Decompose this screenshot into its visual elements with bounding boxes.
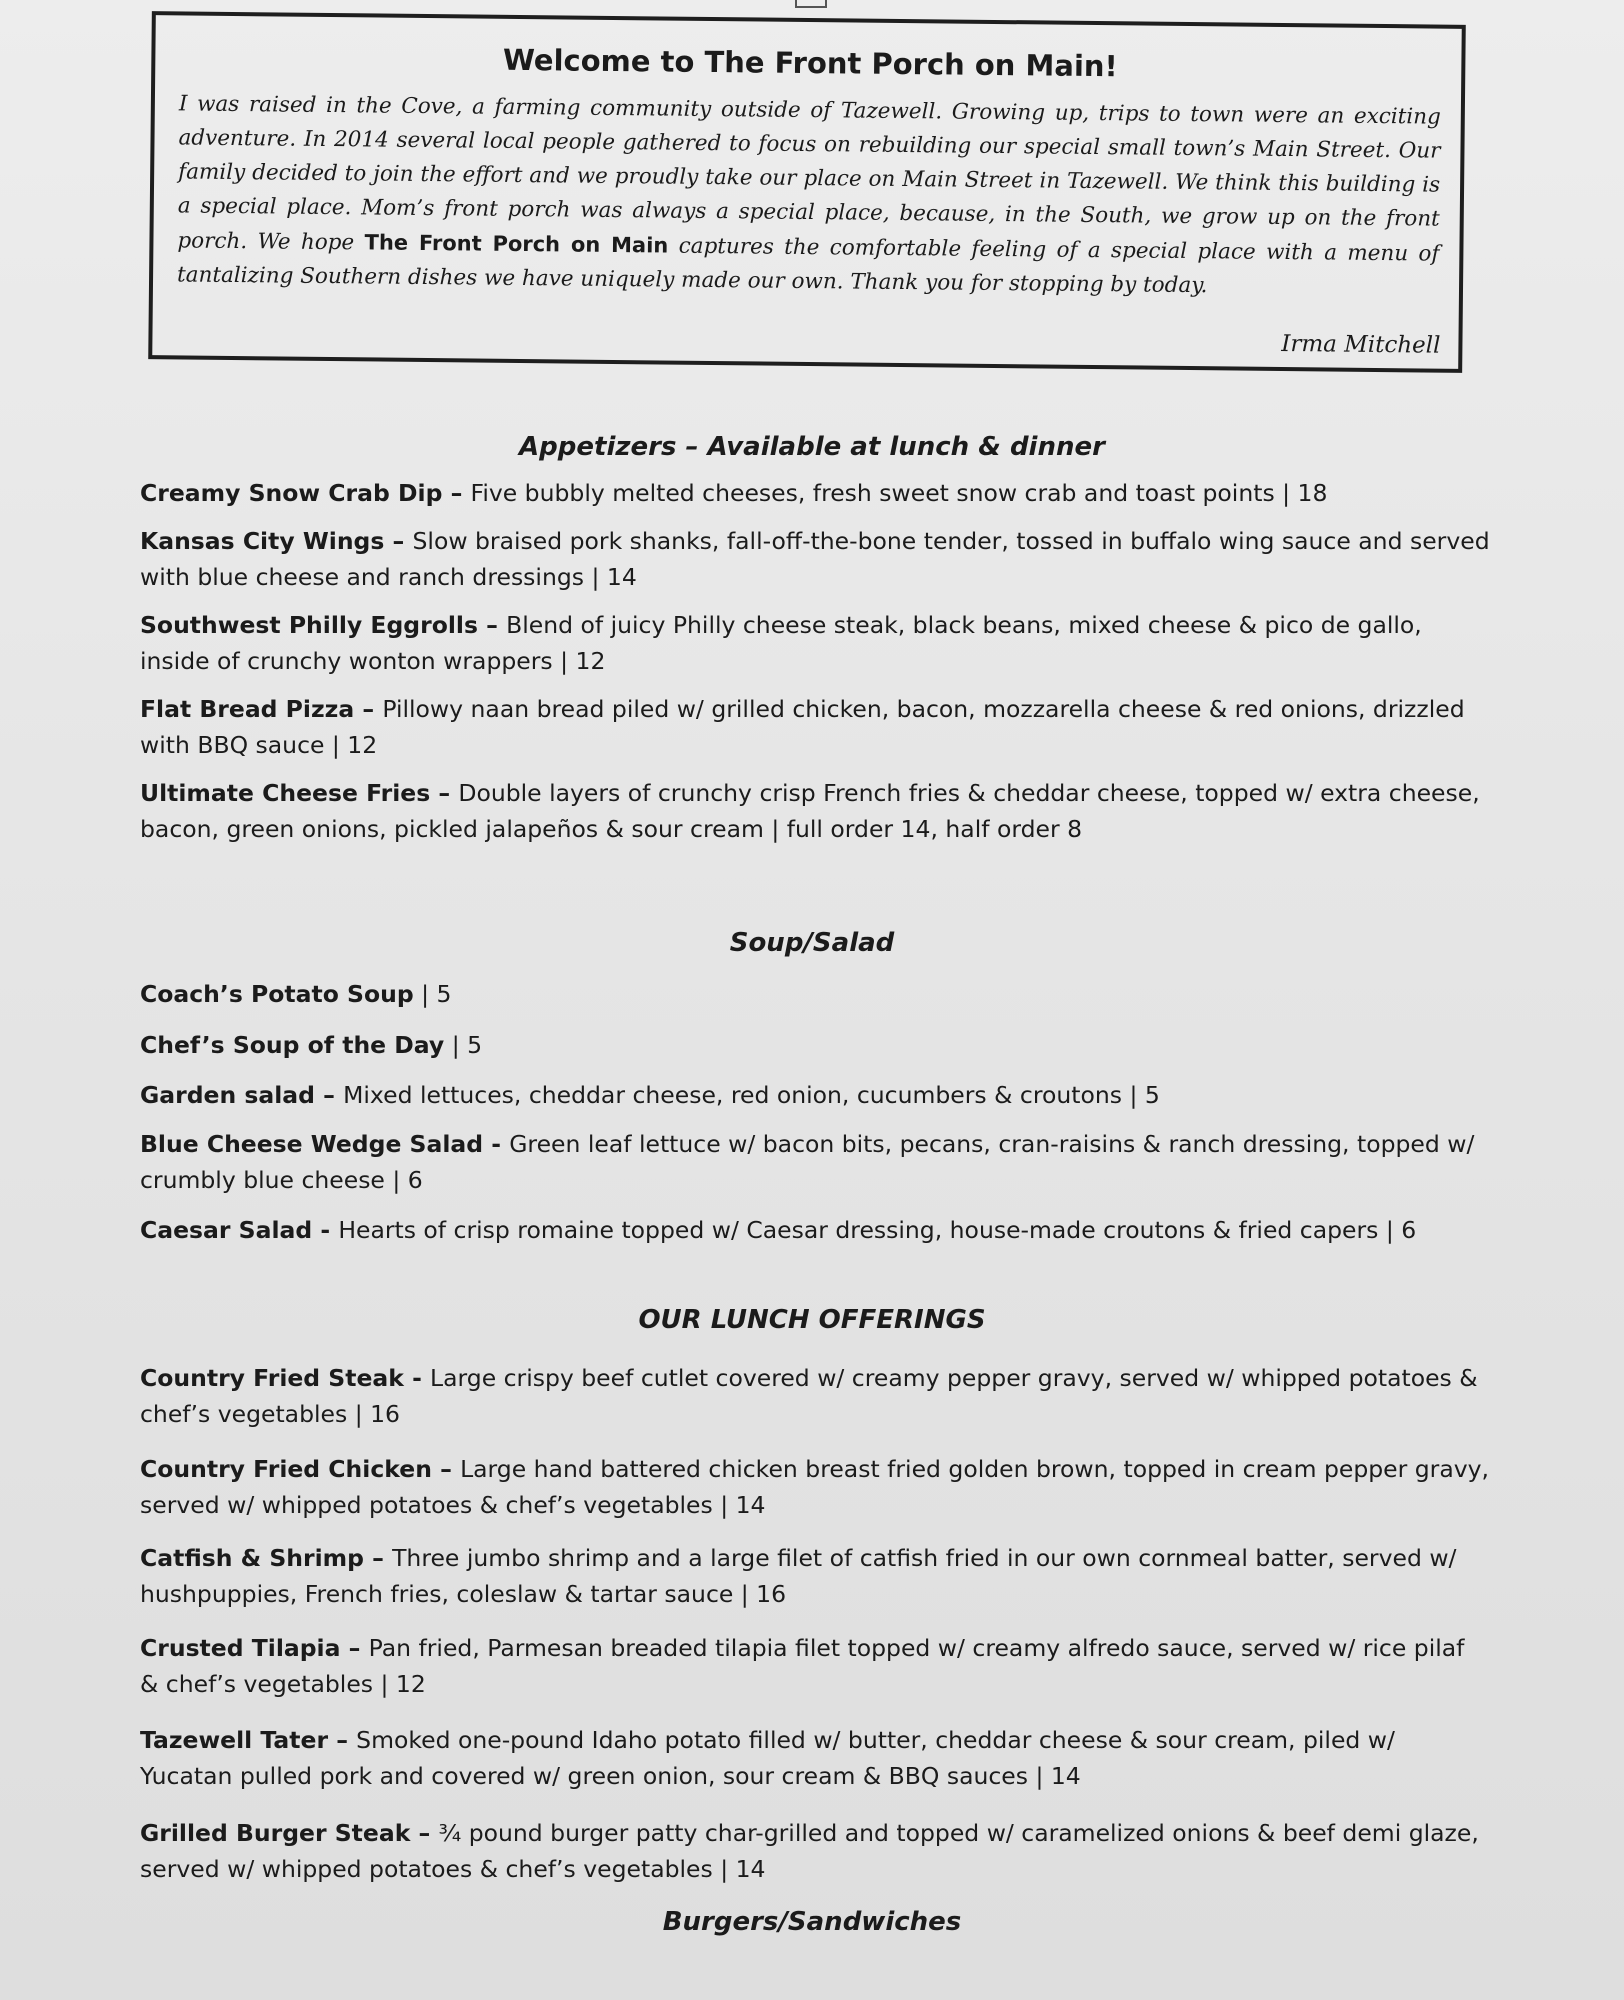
menu-item xyxy=(140,1212,1490,1248)
item-name: Creamy Snow Crab Dip xyxy=(140,479,443,507)
item-name: Country Fried Steak xyxy=(140,1364,404,1392)
top-bracket-mark xyxy=(795,0,827,8)
item-name: Chef’s Soup of the Day xyxy=(140,1031,445,1059)
item-separator: – xyxy=(477,611,507,639)
item-description: Slow braised pork shanks, fall-off-the-bone tender, tossed in buffalo wing sauce and served with blue cheese and ranch dressings | 14 xyxy=(140,527,1490,591)
item-separator: – xyxy=(384,527,413,555)
item-separator: - xyxy=(403,1364,431,1392)
item-separator: – xyxy=(315,1081,344,1109)
item-description: Pan fried, Parmesan breaded tilapia filet topped w/ creamy alfredo sauce, served w/ rice pilaf & chef’s vegetables | 12 xyxy=(140,1634,1465,1698)
item-description: Smoked one-pound Idaho potato filled w/ butter, cheddar cheese & sour cream, piled w/ Yucatan pulled pork and covered w/ green onion, sour cream & BBQ sauces | 14 xyxy=(140,1726,1395,1790)
item-description: Double layers of crunchy crisp French fries & cheddar cheese, topped w/ extra cheese, bacon, green onions, pickled jalapeños & sour cream | full order 14, half order 8 xyxy=(140,779,1480,843)
item-name: Catfish & Shrimp xyxy=(140,1544,364,1572)
item-separator: - xyxy=(483,1130,510,1158)
menu-item xyxy=(140,1360,1490,1432)
item-name: Country Fried Chicken xyxy=(140,1455,432,1483)
item-description: Large crispy beef cutlet covered w/ creamy pepper gravy, served w/ whipped potatoes & chef’s vegetables | 16 xyxy=(140,1364,1478,1428)
item-name: Tazewell Tater xyxy=(140,1726,329,1754)
item-name: Blue Cheese Wedge Salad xyxy=(140,1130,484,1158)
item-name: Grilled Burger Steak xyxy=(140,1819,411,1847)
item-separator: – xyxy=(430,779,459,807)
welcome-title: Welcome to The Front Porch on Main! xyxy=(502,42,1118,84)
appetizers-title: Appetizers – Available at lunch & dinner xyxy=(519,432,1105,462)
menu-item xyxy=(140,1540,1490,1612)
menu-item xyxy=(140,607,1490,679)
menu-item xyxy=(140,691,1490,763)
welcome-body-before: I was raised in the Cove, a farming community outside of Tazewell. Growing up, trips to town were an exciting adventure. In 2014 several local people gathered to focus on rebuilding our special small town’s Main Street. Our family decided to join the effort and we proudly take our place on Main Street in Tazewell. We think this building is a special place. Mom’s front porch was always a special place, because, in the South, we grow up on the front porch. We hope xyxy=(177,91,1441,256)
item-description: | 5 xyxy=(444,1031,483,1059)
menu-item xyxy=(140,1815,1490,1887)
item-name: Coach’s Potato Soup xyxy=(140,980,414,1008)
menu-item xyxy=(140,1630,1490,1702)
restaurant-name: The Front Porch on Main xyxy=(364,230,669,258)
lunch-title: OUR LUNCH OFFERINGS xyxy=(638,1305,986,1335)
menu-item xyxy=(140,976,1490,1012)
menu-item xyxy=(140,1126,1490,1198)
item-description: ¾ pound burger patty char-grilled and topped w/ caramelized onions & beef demi glaze, served w/ whipped potatoes & chef’s vegetables | 14 xyxy=(140,1819,1479,1883)
item-separator: – xyxy=(340,1634,369,1662)
menu-item xyxy=(140,475,1490,511)
welcome-body-after: captures the comfortable feeling of a special place with a menu of tantalizing Southern dishes we have uniquely made our own. Thank you for stopping by today. xyxy=(176,233,1440,299)
soup-salad-title: Soup/Salad xyxy=(729,928,895,958)
item-separator: – xyxy=(442,479,471,507)
item-description: Blend of juicy Philly cheese steak, black beans, mixed cheese & pico de gallo, inside of crunchy wonton wrappers | 12 xyxy=(140,611,1422,675)
menu-item xyxy=(140,1451,1490,1523)
item-separator: – xyxy=(431,1455,461,1483)
item-name: Crusted Tilapia xyxy=(140,1634,341,1662)
item-description: Five bubbly melted cheeses, fresh sweet snow crab and toast points | 18 xyxy=(470,479,1328,507)
item-separator: – xyxy=(363,1544,393,1572)
menu-item xyxy=(140,1077,1490,1113)
item-description: Three jumbo shrimp and a large filet of catfish fried in our own cornmeal batter, served w/ hushpuppies, French fries, coleslaw & tartar sauce | 16 xyxy=(140,1544,1457,1608)
item-name: Southwest Philly Eggrolls xyxy=(140,611,478,639)
item-description: Pillowy naan bread piled w/ grilled chicken, bacon, mozzarella cheese & red onions, drizzled with BBQ sauce | 12 xyxy=(140,695,1465,759)
menu-item xyxy=(140,1027,1490,1063)
item-description: Large hand battered chicken breast fried golden brown, topped in cream pepper gravy, served w/ whipped potatoes & chef’s vegetables | 14 xyxy=(140,1455,1490,1519)
menu-item xyxy=(140,523,1490,595)
item-separator: – xyxy=(328,1726,357,1754)
item-name: Ultimate Cheese Fries xyxy=(140,779,431,807)
burgers-title: Burgers/Sandwiches xyxy=(662,1907,962,1937)
item-description: Mixed lettuces, cheddar cheese, red onion, cucumbers & croutons | 5 xyxy=(343,1081,1160,1109)
item-name: Flat Bread Pizza xyxy=(140,695,355,723)
item-description: | 5 xyxy=(413,980,452,1008)
welcome-box xyxy=(148,11,1466,373)
item-name: Caesar Salad xyxy=(140,1216,313,1244)
item-separator: – xyxy=(354,695,383,723)
item-name: Kansas City Wings xyxy=(140,527,385,555)
item-separator: - xyxy=(312,1216,339,1244)
item-name: Garden salad xyxy=(140,1081,315,1109)
menu-item xyxy=(140,775,1490,847)
item-separator: – xyxy=(410,1819,439,1847)
signature: Irma Mitchell xyxy=(1281,330,1441,359)
item-description: Hearts of crisp romaine topped w/ Caesar dressing, house-made croutons & fried capers | 6 xyxy=(338,1216,1417,1244)
item-description: Green leaf lettuce w/ bacon bits, pecans, cran-raisins & ranch dressing, topped w/ crumbly blue cheese | 6 xyxy=(140,1130,1475,1194)
welcome-text xyxy=(177,87,1441,305)
menu-item xyxy=(140,1722,1490,1794)
